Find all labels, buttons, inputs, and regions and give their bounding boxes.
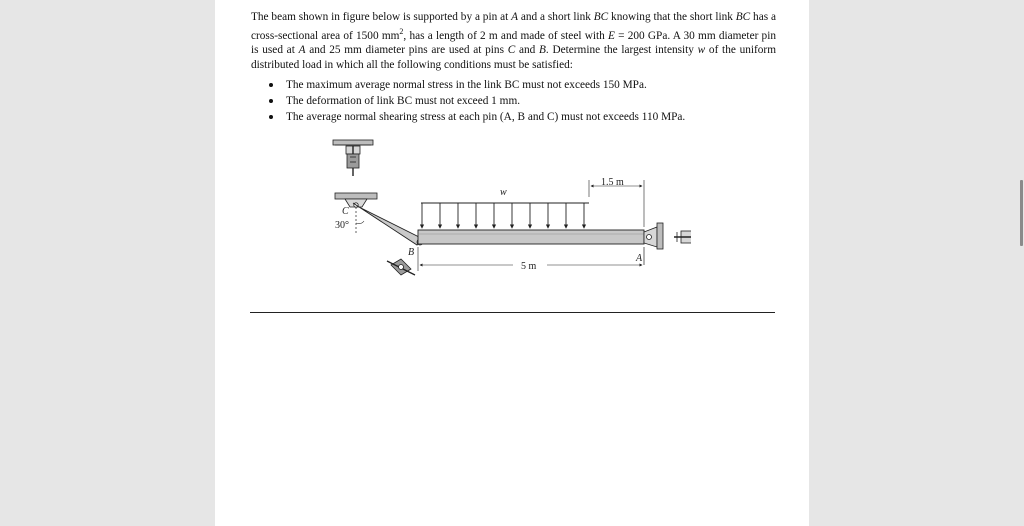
conditions-list (251, 77, 771, 125)
problem-statement (251, 10, 776, 72)
intro-var: E (608, 29, 615, 42)
pin-b-detail (387, 259, 415, 275)
scrollbar-thumb[interactable] (1020, 180, 1023, 246)
condition-item: The deformation of link BC must not exceed 1 mm. (251, 93, 771, 109)
intro-var: B (539, 43, 546, 56)
intro-var: A (298, 43, 306, 56)
beam-figure (331, 135, 691, 305)
load-label: w (500, 187, 507, 198)
document-page (215, 0, 809, 526)
angle-label: 30° (335, 220, 349, 231)
intro-superscript: 2 (399, 26, 404, 36)
intro-var: BC (735, 11, 751, 23)
point-c-label: C (342, 206, 349, 217)
span-label: 5 m (521, 261, 537, 272)
pin-a-support (644, 223, 663, 265)
intro-var: C (507, 43, 516, 56)
intro-text: . Determine the largest intensity (545, 43, 698, 56)
intro-var: w (697, 43, 706, 56)
intro-text: of the uniform distributed load in which all the following conditions must be satisfied: (251, 43, 776, 71)
intro-text: and (515, 43, 540, 56)
link-bc (353, 203, 423, 245)
intro-text: , has a length of 2 m and made of steel with (403, 29, 608, 42)
condition-item: The maximum average normal stress in the link BC must not exceeds 150 MPa. (251, 77, 771, 93)
pin-a-detail (674, 215, 691, 260)
intro-text: knowing that the short link (608, 11, 736, 23)
condition-item: The average normal shearing stress at each pin (A, B and C) must not exceeds 110 MPa. (251, 109, 771, 125)
intro-text: and a short link (518, 11, 594, 23)
offset-label: 1.5 m (601, 177, 624, 188)
intro-var: A (511, 11, 519, 23)
intro-text: has a cross-sectional area of 1500 mm (251, 11, 776, 42)
section-divider (250, 312, 775, 313)
intro-var: BC (593, 11, 609, 23)
beam (418, 230, 644, 244)
point-a-label: A (636, 253, 643, 264)
intro-text: = 200 GPa. A 30 mm diameter pin is used at (251, 29, 776, 56)
pin-c-detail (333, 140, 373, 176)
distributed-load (421, 203, 589, 228)
intro-text: and 25 mm diameter pins are used at pins (305, 43, 508, 56)
intro-text: The beam shown in figure below is supported by a pin at (251, 11, 512, 23)
point-b-label: B (408, 247, 415, 258)
angle-arc (356, 221, 364, 224)
